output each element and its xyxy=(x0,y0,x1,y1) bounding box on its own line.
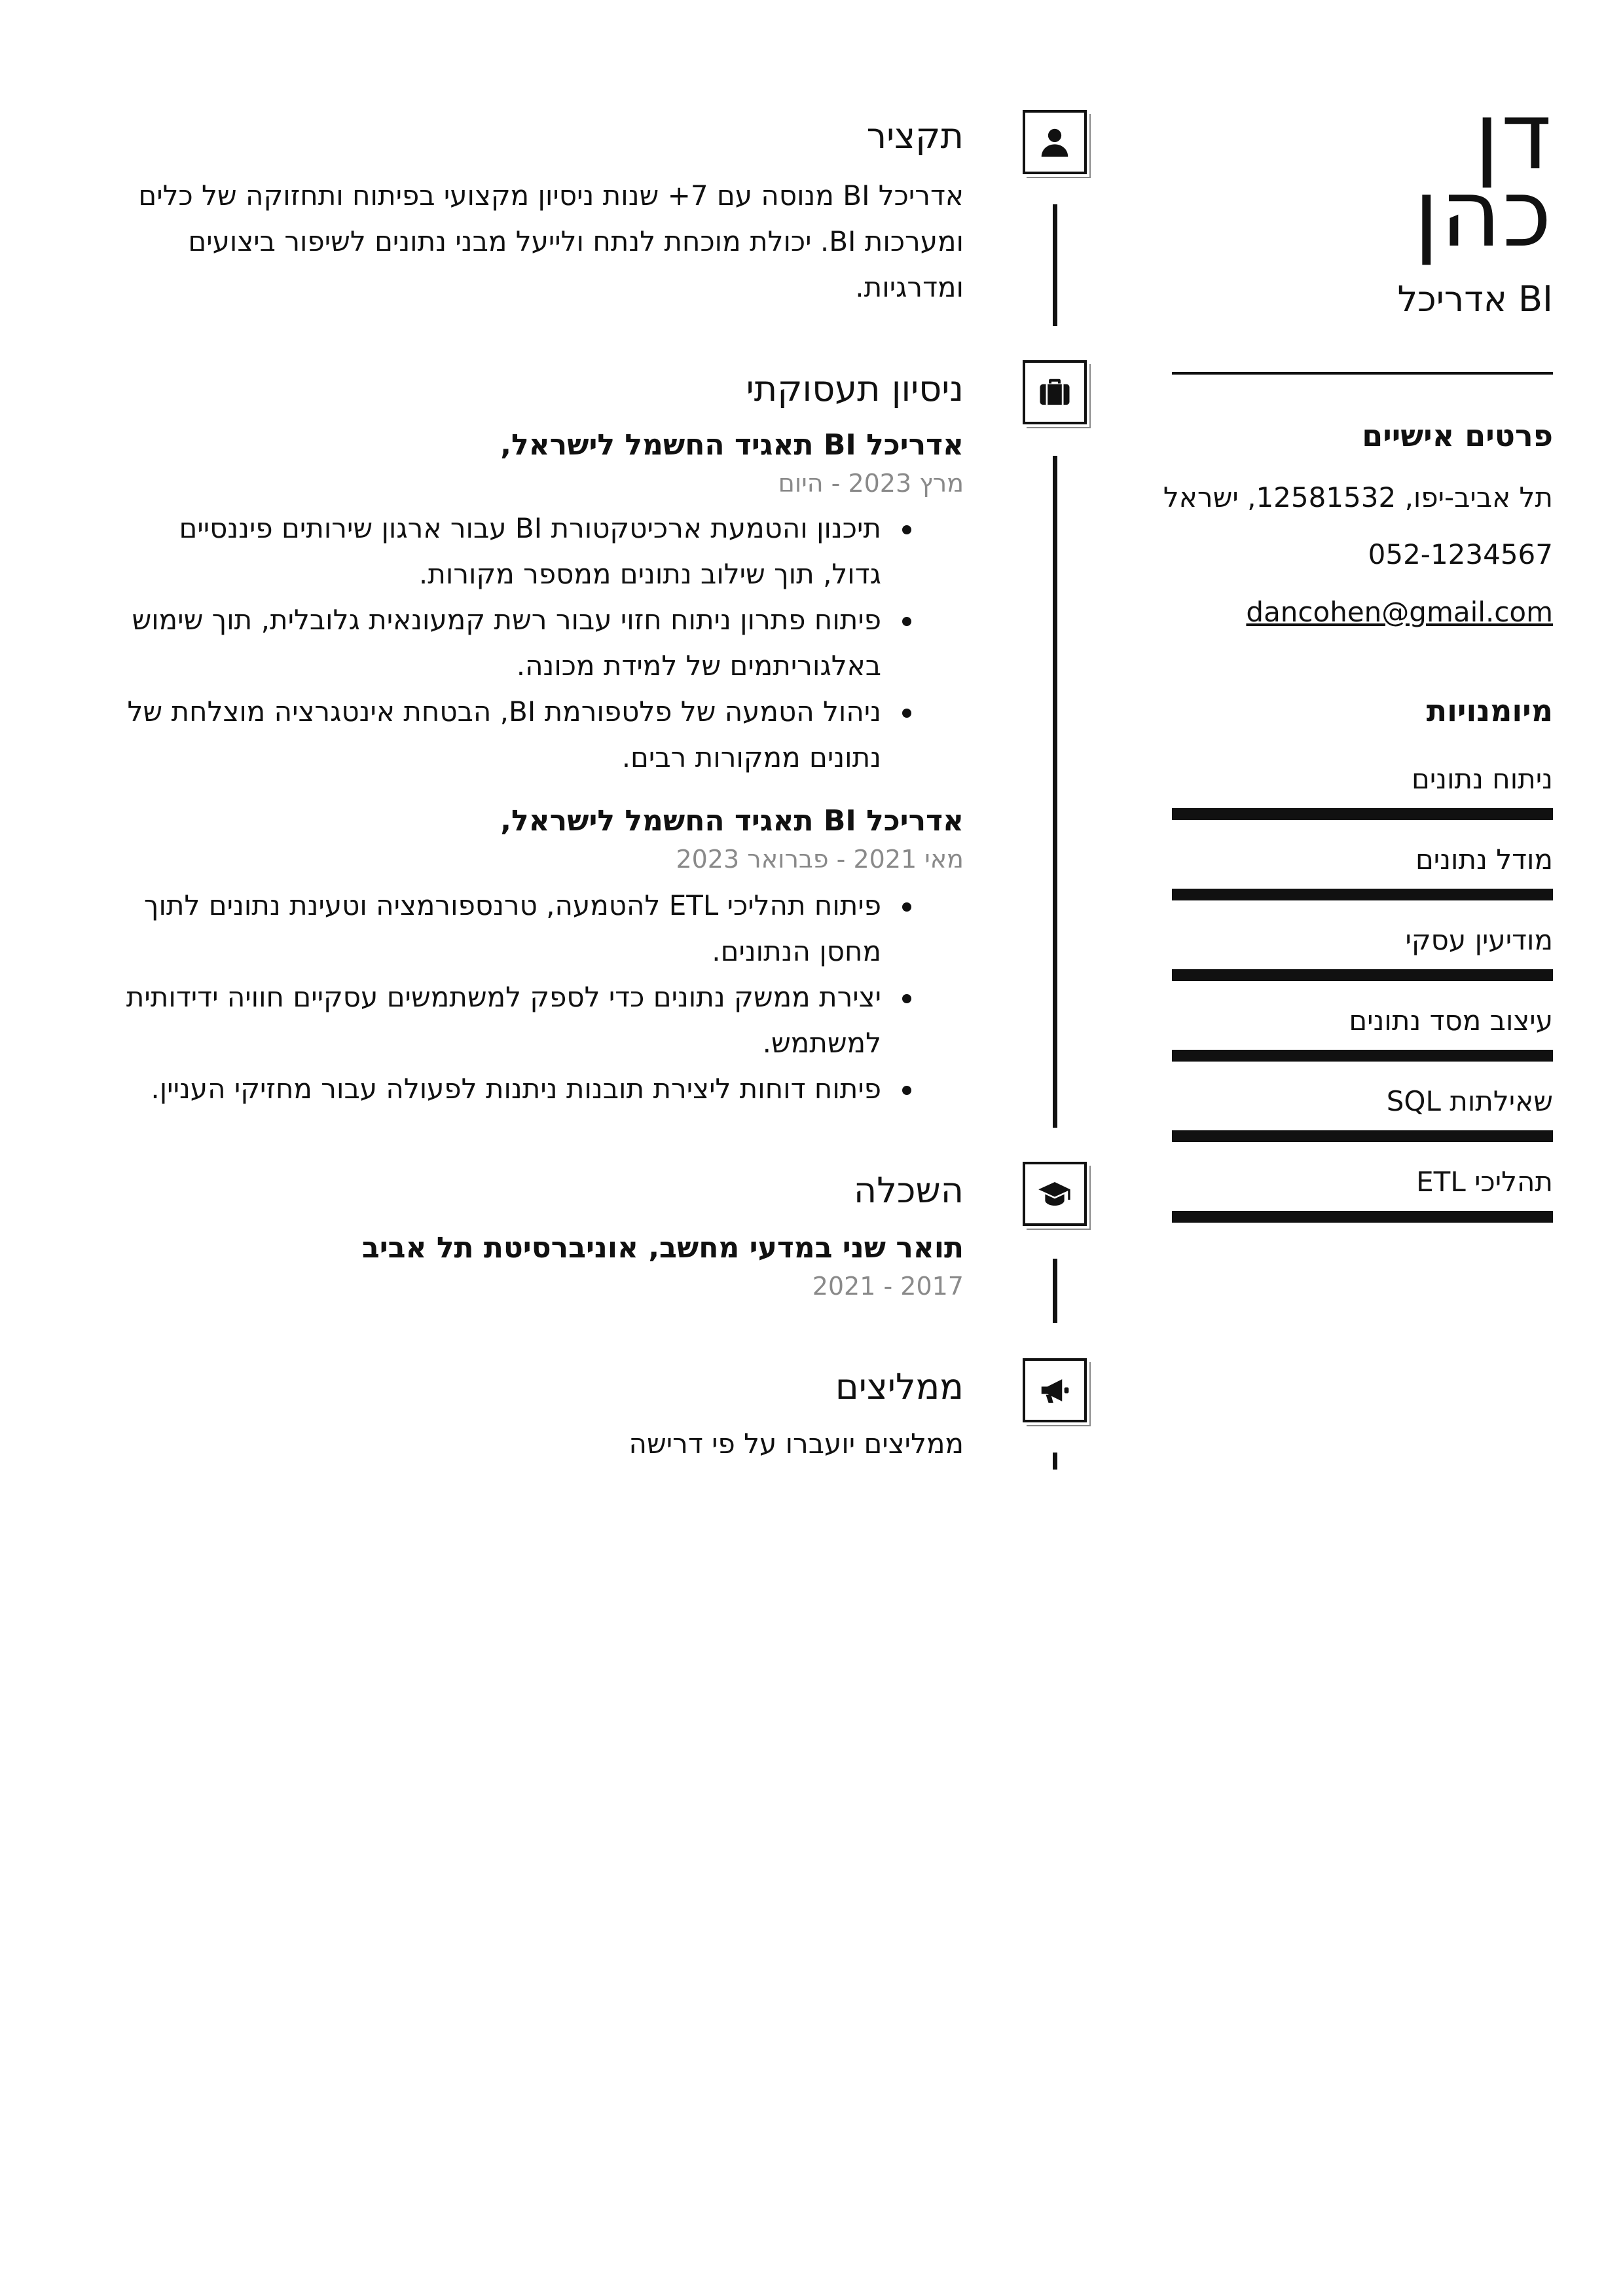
timeline-line xyxy=(1053,456,1057,1128)
education-dates: 2017 - 2021 xyxy=(812,1272,964,1301)
graduation-cap-icon xyxy=(1037,1176,1072,1212)
summary-text: אדריכל BI מנוסה עם 7+ שנות ניסיון מקצועי בפיתוח ותחזוקה של כלים ומערכות BI. יכולת מוכחת לנתח ולייעל מבני נתונים לשיפור ביצועים ומדרגיות. xyxy=(138,179,964,303)
skill-level-bar xyxy=(1172,1050,1553,1062)
skill-item xyxy=(1172,1164,1553,1223)
email-link[interactable]: dancohen@gmail.com xyxy=(1246,596,1553,628)
list-item: פיתוח דוחות ליצירת תובנות ניתנות לפעולה עבור מחזיקי העניין. xyxy=(113,1066,964,1112)
skill-level-bar xyxy=(1172,808,1553,820)
first-name: דן xyxy=(1474,83,1553,191)
header-divider xyxy=(1172,372,1553,375)
job-dates: מרץ 2023 - היום xyxy=(778,469,964,498)
skill-label: ניתוח נתונים xyxy=(1412,763,1553,795)
summary-section-icon xyxy=(1023,110,1087,174)
skill-label: מודיעין עסקי xyxy=(1405,924,1553,956)
education-section-icon xyxy=(1023,1162,1087,1226)
phone-text: 052-1234567 xyxy=(1368,538,1553,570)
skill-item xyxy=(1172,922,1553,981)
list-item: ניהול הטמעה של פלטפורמת BI, הבטחת אינטגרציה מוצלחת של נתונים ממקורות רבים. xyxy=(113,689,964,781)
experience-section-icon xyxy=(1023,360,1087,424)
skill-item xyxy=(1172,761,1553,820)
skill-level-bar xyxy=(1172,969,1553,981)
experience-title: ניסיון תעסוקתי xyxy=(746,368,964,409)
job-bullet-list xyxy=(113,883,964,1112)
references-section-icon xyxy=(1023,1358,1087,1422)
skill-label: שאילתות SQL xyxy=(1386,1085,1553,1117)
skill-level-bar xyxy=(1172,1211,1553,1223)
skill-level-bar xyxy=(1172,889,1553,900)
skill-label: מודל נתונים xyxy=(1415,843,1553,876)
references-text: ממליצים יועברו על פי דרישה xyxy=(629,1428,964,1460)
timeline-line xyxy=(1053,204,1057,326)
list-item: יצירת ממשק נתונים כדי לספק למשתמשים עסקיים חוויה ידידותית למשתמש. xyxy=(113,974,964,1066)
skill-level-bar xyxy=(1172,1130,1553,1142)
skill-label: עיצוב מסד נתונים xyxy=(1349,1005,1553,1037)
job-dates: מאי 2021 - פברואר 2023 xyxy=(676,845,964,874)
skill-item xyxy=(1172,1083,1553,1142)
user-icon xyxy=(1037,124,1072,160)
megaphone-icon xyxy=(1037,1373,1072,1408)
skill-item xyxy=(1172,842,1553,900)
briefcase-icon xyxy=(1037,375,1072,410)
list-item: פיתוח תהליכי ETL להטמעה, טרנספורמציה וטעינת נתונים לתוך מחסן הנתונים. xyxy=(113,883,964,974)
references-title: ממליצים xyxy=(835,1366,964,1407)
name-block xyxy=(1160,83,1553,322)
skill-label: תהליכי ETL xyxy=(1416,1166,1553,1198)
list-item: פיתוח פתרון ניתוח חזוי עבור רשת קמעונאית גלובלית, תוך שימוש באלגוריתמים של למידת מכונה. xyxy=(113,597,964,689)
summary-title: תקציר xyxy=(866,115,964,157)
job-bullet-list xyxy=(113,506,964,781)
address-text: תל אביב-יפו, 12581532, ישראל xyxy=(1163,481,1553,513)
education-title: השכלה xyxy=(853,1170,964,1211)
timeline-line xyxy=(1053,1453,1057,1470)
personal-details-heading: פרטים אישיים xyxy=(1362,418,1553,453)
list-item: תיכנון והטמעת ארכיטקטורת BI עבור ארגון שירותים פיננסיים גדול, תוך שילוב נתונים ממספר מקורות. xyxy=(113,506,964,597)
skill-item xyxy=(1172,1003,1553,1062)
timeline-line xyxy=(1053,1259,1057,1323)
job-heading: אדריכל BI תאגיד החשמל לישראל, xyxy=(500,804,964,838)
skills-heading: מיומנויות xyxy=(1426,693,1553,728)
job-heading: אדריכל BI תאגיד החשמל לישראל, xyxy=(500,428,964,462)
job-title: BI אדריכל xyxy=(1397,278,1553,320)
last-name: כהן xyxy=(1413,160,1553,268)
education-degree: תואר שני במדעי מחשב, אוניברסיטת תל אביב xyxy=(361,1231,964,1265)
